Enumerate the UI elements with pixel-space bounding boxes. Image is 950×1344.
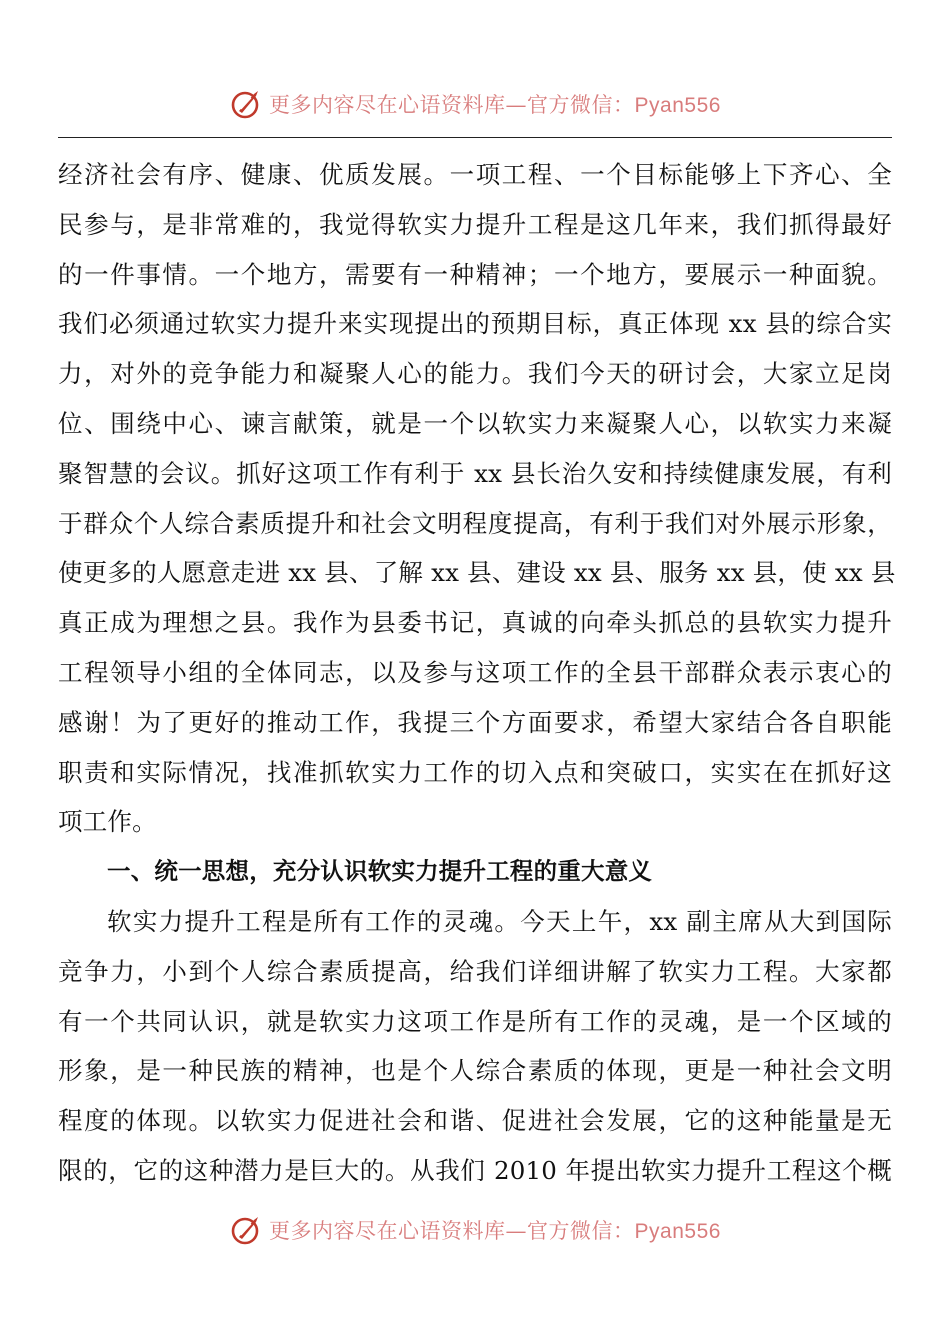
- body-line: 位、围绕中心、谏言献策，就是一个以软实力来凝聚人心，以软实力来凝: [58, 408, 892, 438]
- body-line: 的一件事情。一个地方，需要有一种精神；一个地方，要展示一种面貌。: [58, 259, 892, 289]
- quill-logo-icon: [229, 1213, 263, 1247]
- body-line: 我们必须通过软实力提升来实现提出的预期目标，真正体现 xx 县的综合实: [58, 309, 892, 339]
- banner-text: [269, 1215, 721, 1245]
- wechat-id: Pyan556: [634, 94, 721, 117]
- section-line: 软实力提升工程是所有工作的灵魂。今天上午，xx 副主席从大到国际: [107, 906, 892, 936]
- section-line: 形象，是一种民族的精神，也是个人综合素质的体现，更是一种社会文明: [58, 1056, 892, 1086]
- section-line: 竞争力，小到个人综合素质提高，给我们详细讲解了软实力工程。大家都: [58, 956, 892, 986]
- section-line: 限的，它的这种潜力是巨大的。从我们 2010 年提出软实力提升工程这个概: [58, 1155, 892, 1185]
- banner-text: [269, 89, 721, 119]
- header-banner: [0, 84, 950, 124]
- wechat-id: Pyan556: [634, 1220, 721, 1243]
- section-line: 有一个共同认识，就是软实力这项工作是所有工作的灵魂，是一个区域的: [58, 1006, 892, 1036]
- body-line: 感谢！为了更好的推动工作，我提三个方面要求，希望大家结合各自职能: [58, 707, 892, 737]
- document-body: [58, 150, 896, 1196]
- body-line: 工程领导小组的全体同志，以及参与这项工作的全县干部群众表示衷心的: [58, 657, 892, 687]
- section-heading: 一、统一思想，充分认识软实力提升工程的重大意义: [107, 857, 653, 886]
- quill-logo-icon: [229, 87, 263, 121]
- body-line: 于群众个人综合素质提升和社会文明程度提高，有利于我们对外展示形象，: [58, 508, 892, 538]
- banner-message: 更多内容尽在心语资料库—官方微信：: [269, 93, 635, 117]
- body-line: 项工作。: [58, 807, 157, 837]
- section-line: 程度的体现。以软实力促进社会和谐、促进社会发展，它的这种能量是无: [58, 1106, 892, 1136]
- body-line: 力，对外的竞争能力和凝聚人心的能力。我们今天的研讨会，大家立足岗: [58, 359, 892, 389]
- body-line: 经济社会有序、健康、优质发展。一项工程、一个目标能够上下齐心、全: [58, 160, 892, 189]
- header-divider: [58, 137, 892, 138]
- banner-message: 更多内容尽在心语资料库—官方微信：: [269, 1219, 635, 1243]
- body-line: 聚智慧的会议。抓好这项工作有利于 xx 县长治久安和持续健康发展，有利: [58, 458, 892, 488]
- footer-banner: [0, 1210, 950, 1250]
- body-line: 使更多的人愿意走进 xx 县、了解 xx 县、建设 xx 县、服务 xx 县，使 xx 县: [58, 558, 896, 588]
- body-line: 民参与，是非常难的，我觉得软实力提升工程是这几年来，我们抓得最好: [58, 209, 892, 239]
- body-line: 真正成为理想之县。我作为县委书记，真诚的向牵头抓总的县软实力提升: [58, 608, 892, 638]
- body-line: 职责和实际情况，找准抓软实力工作的切入点和突破口，实实在在抓好这: [58, 757, 892, 787]
